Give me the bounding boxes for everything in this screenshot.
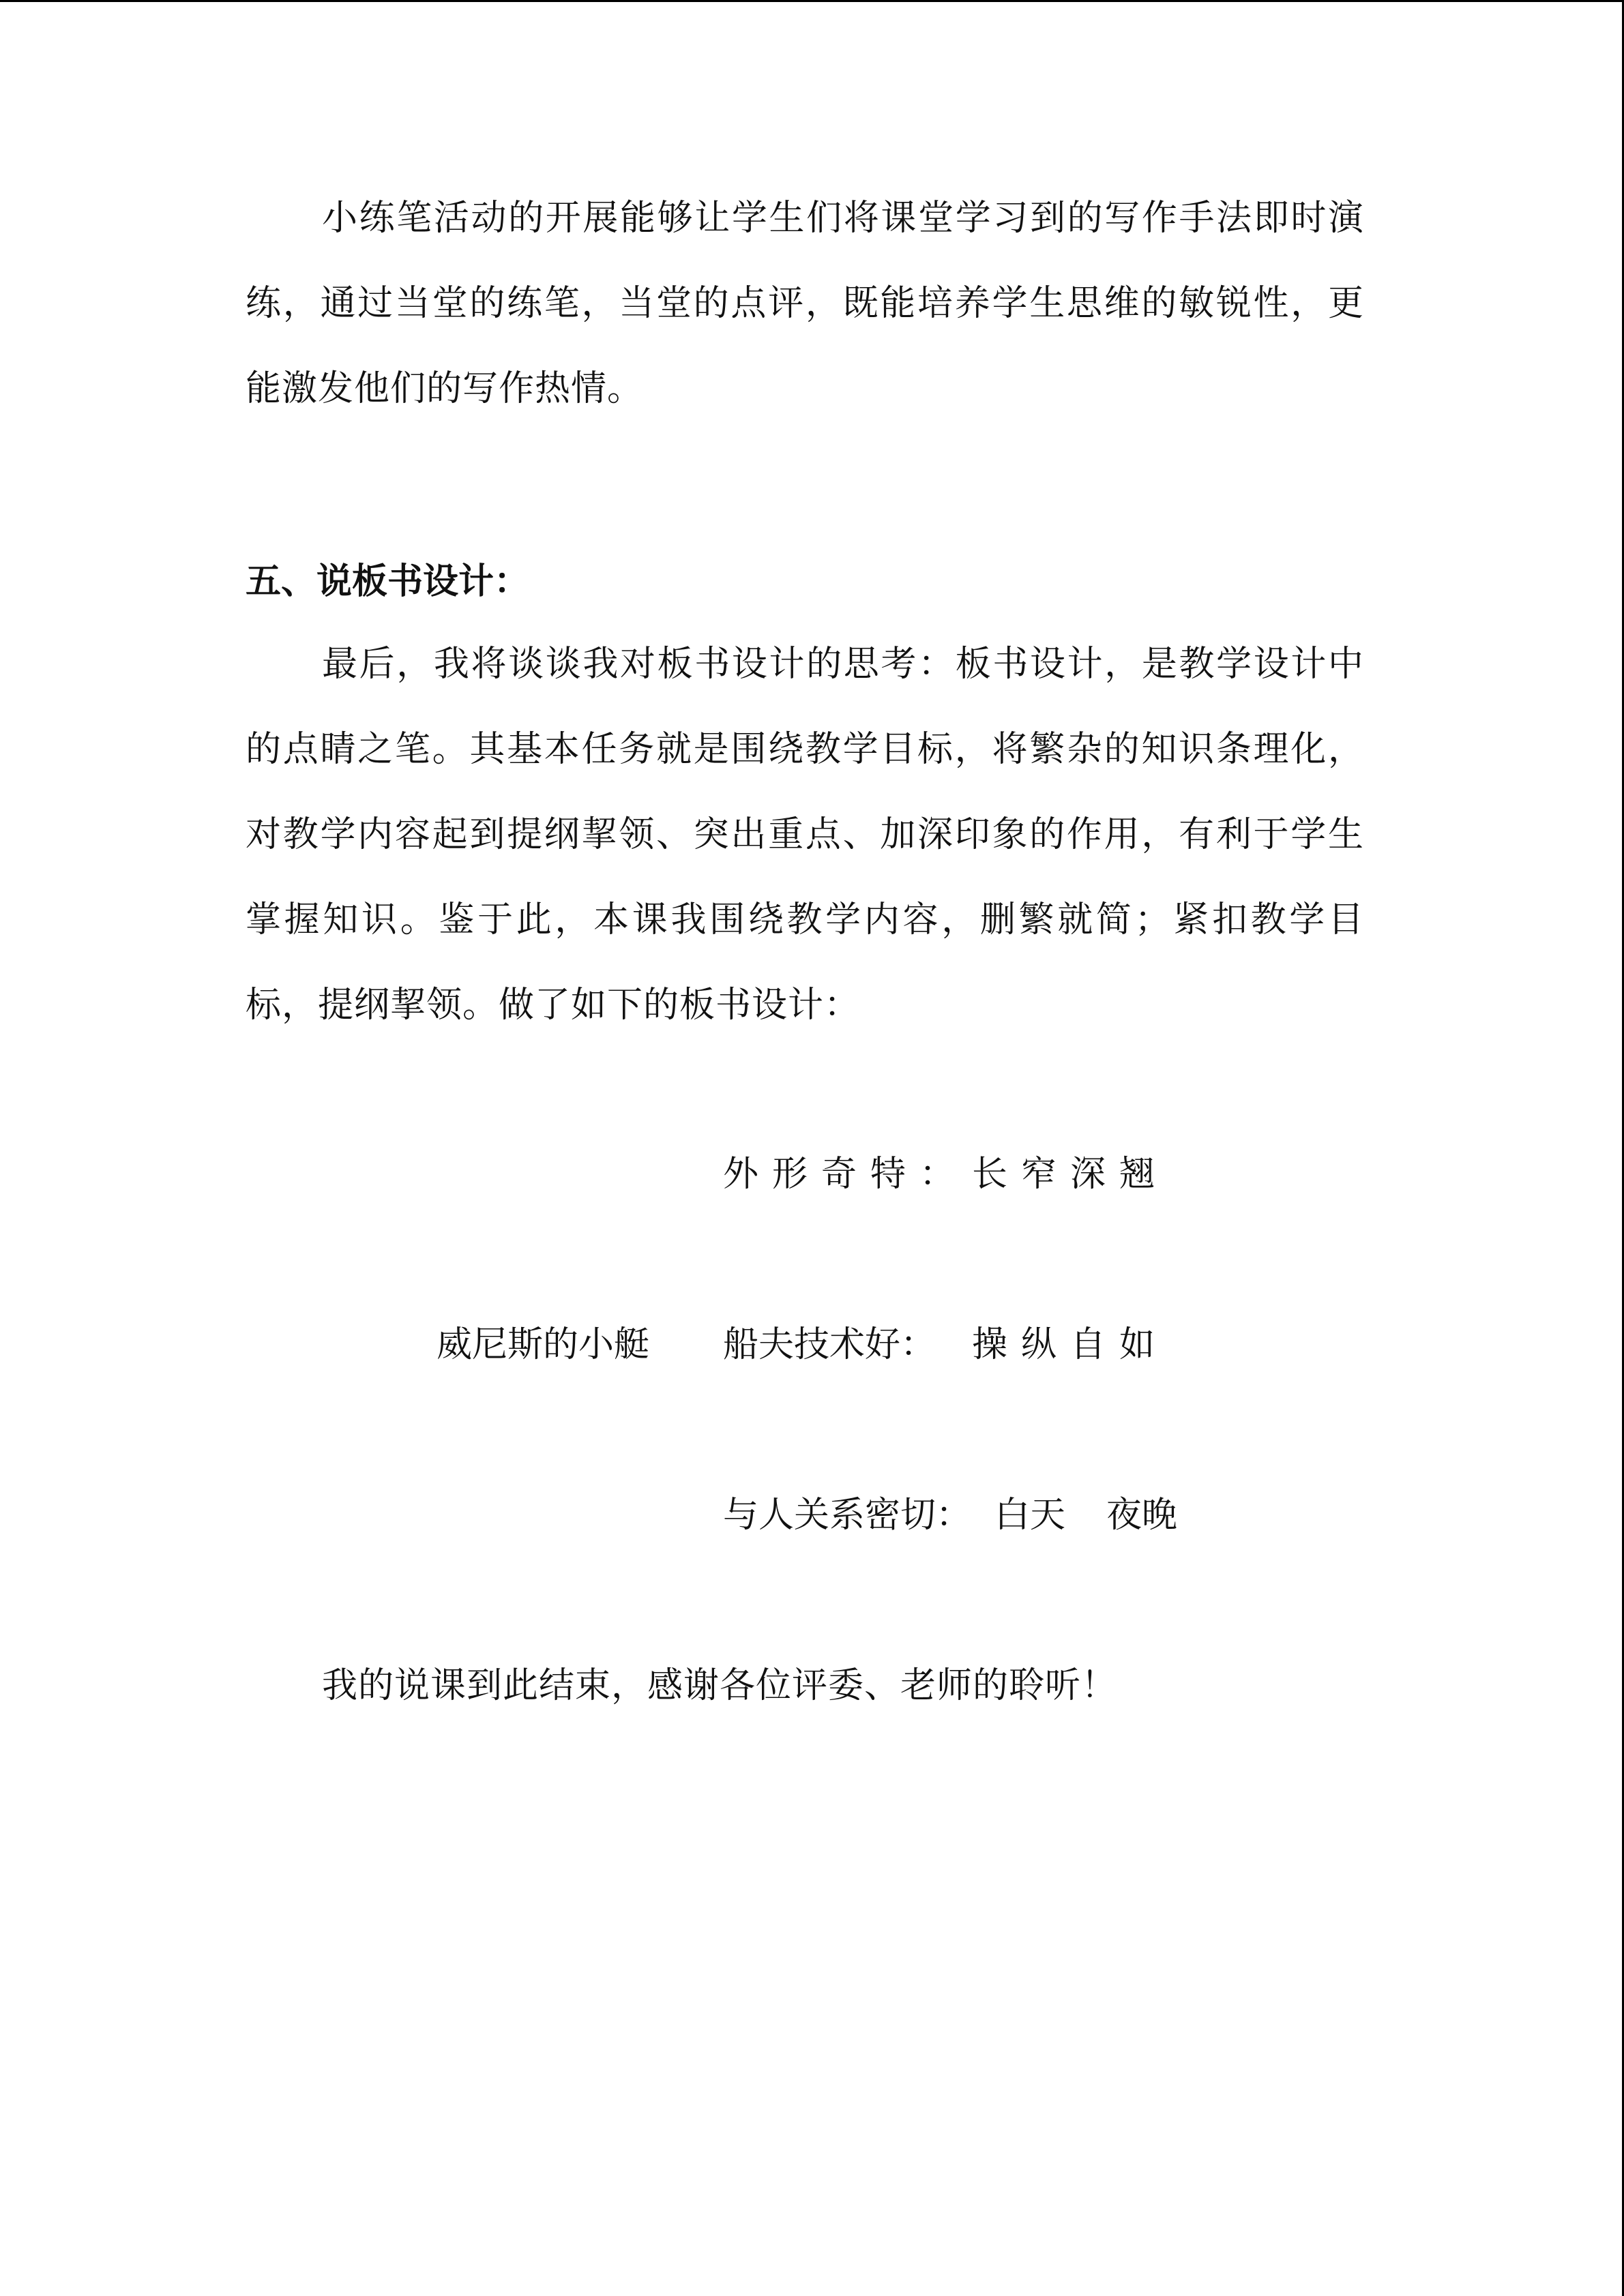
paragraph-writing-practice: 小练笔活动的开展能够让学生们将课堂学习到的写作手法即时演练，通过当堂的练笔，当堂的点评，既能培养学生思维的敏锐性，更能激发他们的写作热情。	[246, 198, 1364, 409]
page-border-top	[0, 0, 1624, 2]
closing-remark: 我的说课到此结束，感谢各位评委、老师的聆听！	[322, 1665, 1118, 1706]
board-row-3-value-night: 夜晚	[1106, 1495, 1178, 1536]
board-row-3-value-day: 白天	[994, 1495, 1066, 1536]
board-row-1-value: 长窄深翘	[972, 1154, 1169, 1195]
board-title: 威尼斯的小艇	[437, 1324, 650, 1365]
board-row-3-label: 与人关系密切：	[723, 1495, 972, 1536]
board-row-2-label: 船夫技术好：	[723, 1324, 936, 1365]
section-heading-board-design: 五、说板书设计：	[246, 561, 530, 602]
board-row-2-value: 操纵自如	[972, 1324, 1169, 1365]
board-row-1-label: 外形奇特：	[723, 1154, 969, 1195]
paragraph-board-design: 最后，我将谈谈我对板书设计的思考：板书设计，是教学设计中的点睛之笔。其基本任务就是围绕教学目标，将繁杂的知识条理化，对教学内容起到提纲挈领、突出重点、加深印象的作用，有利于学生掌握知识。鉴于此，本课我围绕教学内容，删繁就简；紧扣教学目标，提纲挈领。做了如下的板书设计：	[246, 644, 1364, 1026]
